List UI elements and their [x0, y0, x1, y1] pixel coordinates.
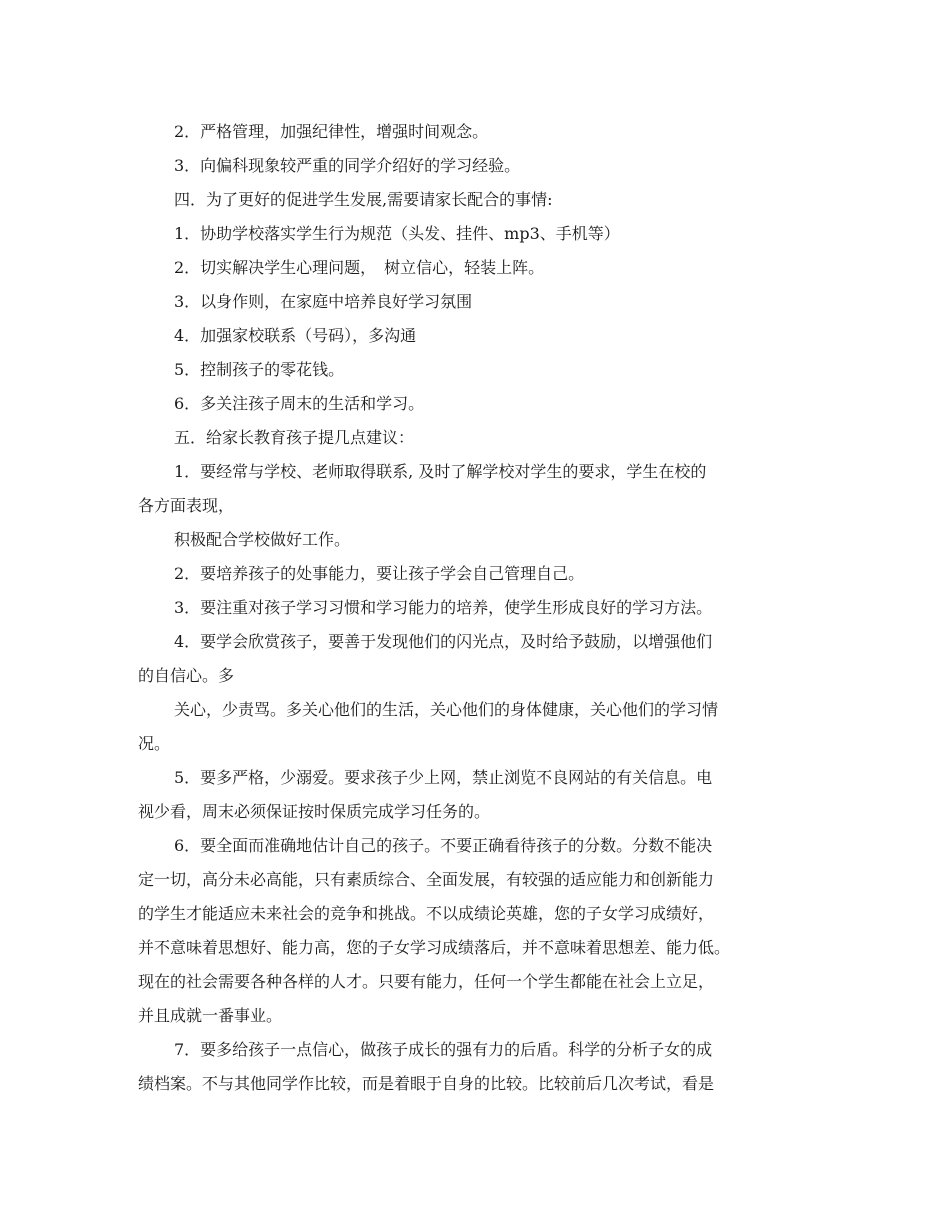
text-line: 况。	[138, 734, 171, 753]
text-line: 并且成就一番事业。	[138, 1006, 283, 1025]
text-line: 3．要注重对孩子学习习惯和学习能力的培养，使学生形成良好的学习方法。	[174, 598, 713, 617]
text-line: 1．要经常与学校、老师取得联系, 及时了解学校对学生的要求，学生在校的	[174, 462, 707, 481]
text-line: 2．严格管理，加强纪律性，增强时间观念。	[174, 122, 489, 141]
text-line: 2．切实解决学生心理问题， 树立信心，轻装上阵。	[174, 258, 545, 277]
text-line: 1．协助学校落实学生行为规范（头发、挂件、mp3、手机等）	[174, 224, 620, 243]
document-body	[138, 115, 828, 1101]
text-line: 视少看，周末必须保证按时保质完成学习任务的。	[138, 802, 491, 821]
text-line: 积极配合学校做好工作。	[174, 530, 351, 549]
text-line: 5．控制孩子的零花钱。	[174, 360, 345, 379]
text-line: 5．要多严格，少溺爱。要求孩子少上网，禁止浏览不良网站的有关信息。电	[174, 768, 713, 787]
text-line: 3．以身作则，在家庭中培养良好学习氛围	[174, 292, 473, 311]
text-line: 的自信心。多	[138, 666, 235, 685]
text-line: 五．给家长教育孩子提几点建议：	[174, 428, 415, 447]
text-line: 的学生才能适应未来社会的竞争和挑战。不以成绩论英雄，您的子女学习成绩好，	[138, 904, 715, 923]
text-line: 绩档案。不与其他同学作比较，而是着眼于自身的比较。比较前后几次考试，看是	[138, 1074, 715, 1093]
text-line: 2．要培养孩子的处事能力，要让孩子学会自己管理自己。	[174, 564, 585, 583]
text-line: 各方面表现，	[138, 496, 235, 515]
text-line: 关心，少责骂。多关心他们的生活，关心他们的身体健康，关心他们的学习情	[174, 700, 719, 719]
text-line: 4．要学会欣赏孩子，要善于发现他们的闪光点，及时给予鼓励，以增强他们	[174, 632, 713, 651]
text-line: 6．要全面而准确地估计自己的孩子。不要正确看待孩子的分数。分数不能决	[174, 836, 713, 855]
text-line: 6．多关注孩子周末的生活和学习。	[174, 394, 425, 413]
text-line: 3．向偏科现象较严重的同学介绍好的学习经验。	[174, 156, 521, 175]
text-line: 并不意味着思想好、能力高，您的子女学习成绩落后，并不意味着思想差、能力低。	[138, 938, 731, 957]
text-line: 定一切，高分未必高能，只有素质综合、全面发展，有较强的适应能力和创新能力	[138, 870, 715, 889]
text-line: 4．加强家校联系（号码），多沟通	[174, 326, 417, 345]
text-line: 现在的社会需要各种各样的人才。只要有能力，任何一个学生都能在社会上立足，	[138, 972, 715, 991]
text-line: 7．要多给孩子一点信心，做孩子成长的强有力的后盾。科学的分析子女的成	[174, 1040, 713, 1059]
text-line: 四．为了更好的促进学生发展,需要请家长配合的事情:	[174, 190, 553, 209]
